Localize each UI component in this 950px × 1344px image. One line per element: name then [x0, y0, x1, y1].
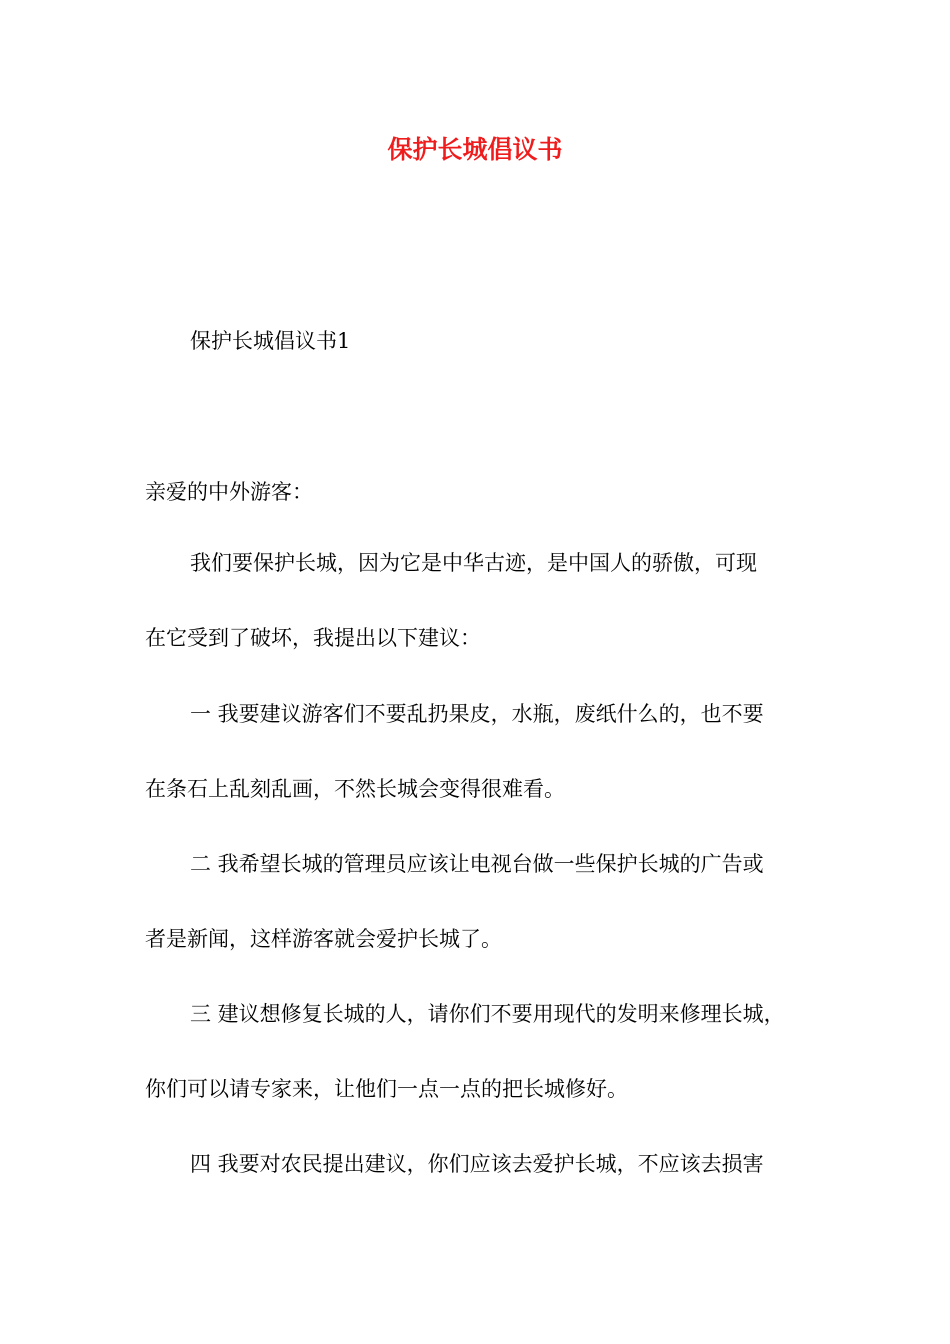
greeting-line: 亲爱的中外游客：: [145, 480, 313, 504]
paragraph-line: 者是新闻，这样游客就会爱护长城了。: [145, 927, 502, 951]
section-heading: 保护长城倡议书1: [190, 329, 351, 353]
document-title: 保护长城倡议书: [387, 135, 563, 164]
paragraph-line: 你们可以请专家来，让他们一点一点的把长城修好。: [145, 1077, 628, 1101]
paragraph-line: 一 我要建议游客们不要乱扔果皮，水瓶，废纸什么的，也不要: [190, 702, 764, 726]
paragraph-line: 二 我希望长城的管理员应该让电视台做一些保护长城的广告或: [190, 852, 764, 876]
paragraph-line: 我们要保护长城，因为它是中华古迹，是中国人的骄傲，可现: [190, 551, 757, 575]
paragraph-line: 在条石上乱刻乱画，不然长城会变得很难看。: [145, 777, 565, 801]
paragraph-line: 在它受到了破坏，我提出以下建议：: [145, 626, 481, 650]
paragraph-line: 三 建议想修复长城的人，请你们不要用现代的发明来修理长城，: [190, 1002, 785, 1026]
paragraph-line: 四 我要对农民提出建议，你们应该去爱护长城，不应该去损害: [190, 1152, 764, 1176]
